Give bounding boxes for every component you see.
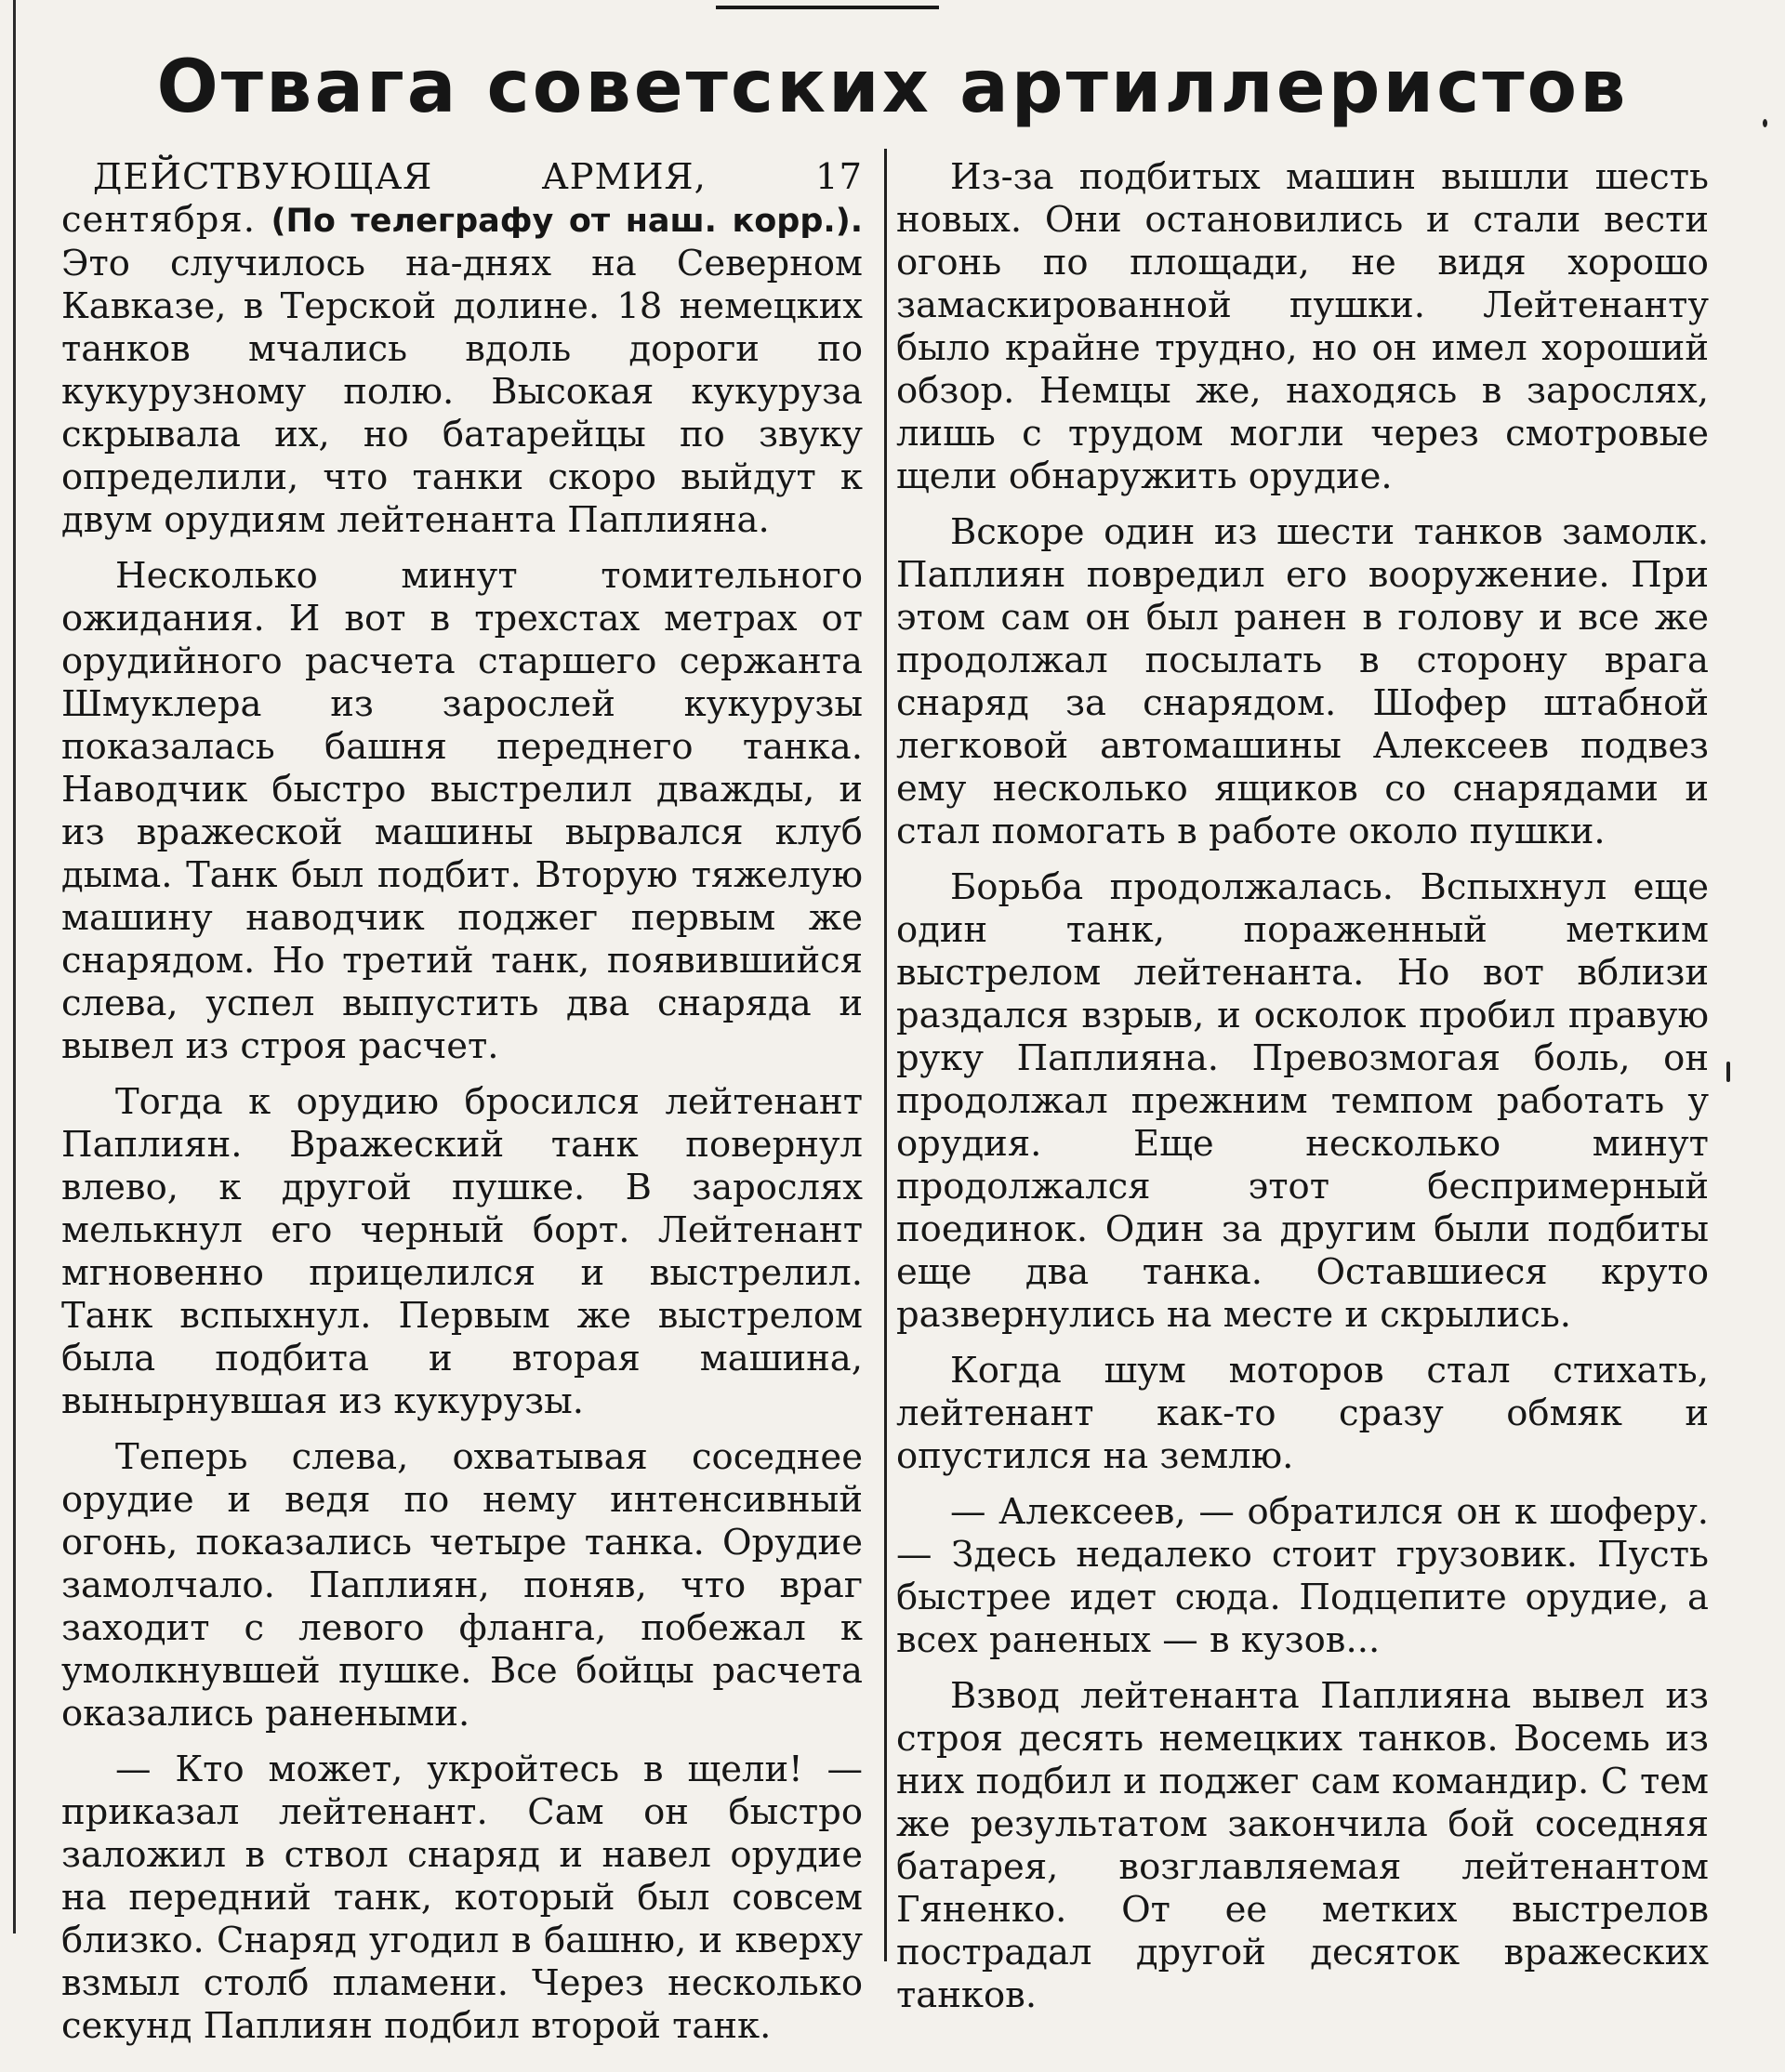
dateline: ДЕЙСТВУЮЩАЯ АРМИЯ, 17 сентября.: [61, 156, 863, 241]
paragraph: Несколько минут томительного ожидания. И вот в трехстах метрах от орудийного расчета старшего сержанта Шмуклера из зарослей кукурузы показалась башня переднего танка. Наводчик быстро выстрелил дважды, и из вражеской машины вырвался клуб дыма. Танк был подбит. Вторую тяжелую машину наводчик поджег первым же снарядом. Но третий танк, появившийся слева, успел выпустить два снаряда и вывел из строя расчет.: [61, 555, 863, 1067]
paragraph: Из-за подбитых машин вышли шесть новых. Они остановились и стали вести огонь по площади, не видя хорошо замаскированной пушки. Лейтенанту было крайне трудно, но он имел хороший обзор. Немцы же, находясь в зарослях, лишь с трудом могли через смотровые щели обнаружить орудие.: [896, 156, 1709, 497]
print-speck: [1726, 1062, 1730, 1082]
column-divider: [884, 149, 887, 1961]
print-speck: [1763, 119, 1767, 127]
right-column: [896, 156, 1709, 2030]
paragraph: Теперь слева, охватывая соседнее орудие и ведя по нему интенсивный огонь, показались четыре танка. Орудие замолчало. Паплиян, поняв, что враг заходит с левого фланга, побежал к умолкнувшей пушке. Все бойцы расчета оказались ранеными.: [61, 1436, 863, 1735]
article-headline: Отвага советских артиллеристов: [156, 46, 1629, 129]
paragraph: — Алексеев, — обратился он к шоферу. — Здесь недалеко стоит грузовик. Пусть быстрее идет сюда. Подцепите орудие, а всех раненых — в кузов...: [896, 1491, 1709, 1661]
byline: (По телеграфу от наш. корр.).: [271, 203, 863, 240]
paragraph: Когда шум моторов стал стихать, лейтенант как-то сразу обмяк и опустился на землю.: [896, 1350, 1709, 1477]
left-column: [61, 156, 863, 2061]
paragraph: Борьба продолжалась. Вспыхнул еще один танк, пораженный метким выстрелом лейтенанта. Но вот вблизи раздался взрыв, и осколок пробил правую руку Паплияна. Превозмогая боль, он продолжал прежним темпом работать у орудия. Еще несколько минут продолжался этот беспримерный поединок. Один за другим были подбиты еще два танка. Оставшиеся круто развернулись на месте и скрылись.: [896, 866, 1709, 1336]
paragraph: Вскоре один из шести танков замолк. Паплиян повредил его вооружение. При этом сам он был ранен в голову и все же продолжал посылать в сторону врага снаряд за снарядом. Шофер штабной легковой автомашины Алексеев подвез ему несколько ящиков со снарядами и стал помогать в работе около пушки.: [896, 511, 1709, 852]
paragraph: [61, 156, 863, 542]
left-margin-rule: [13, 0, 16, 1933]
paragraph: Взвод лейтенанта Паплияна вывел из строя десять немецких танков. Восемь из них подбил и поджег сам командир. С тем же результатом закончила бой соседняя батарея, возглавляемая лейтенантом Гяненко. От ее метких выстрелов пострадал другой десяток вражеских танков.: [896, 1675, 1709, 2016]
paragraph: — Кто может, укройтесь в щели! — приказал лейтенант. Сам он быстро заложил в ствол снаряд и навел орудие на передний танк, который был совсем близко. Снаряд угодил в башню, и кверху взмыл столб пламени. Через несколько секунд Паплиян подбил второй танк.: [61, 1749, 863, 2047]
paragraph: Тогда к орудию бросился лейтенант Паплиян. Вражеский танк повернул влево, к другой пушке. В зарослях мелькнул его черный борт. Лейтенант мгновенно прицелился и выстрелил. Танк вспыхнул. Первым же выстрелом была подбита и вторая машина, вынырнувшая из кукурузы.: [61, 1081, 863, 1422]
top-rule: [716, 6, 939, 9]
paragraph-text: Это случилось на-днях на Северном Кавказе, в Терской долине. 18 немецких танков мчались вдоль дороги по кукурузному полю. Высокая кукуруза скрывала их, но батарейцы по звуку определили, что танки скоро выйдут к двум орудиям лейтенанта Паплияна.: [61, 243, 863, 541]
